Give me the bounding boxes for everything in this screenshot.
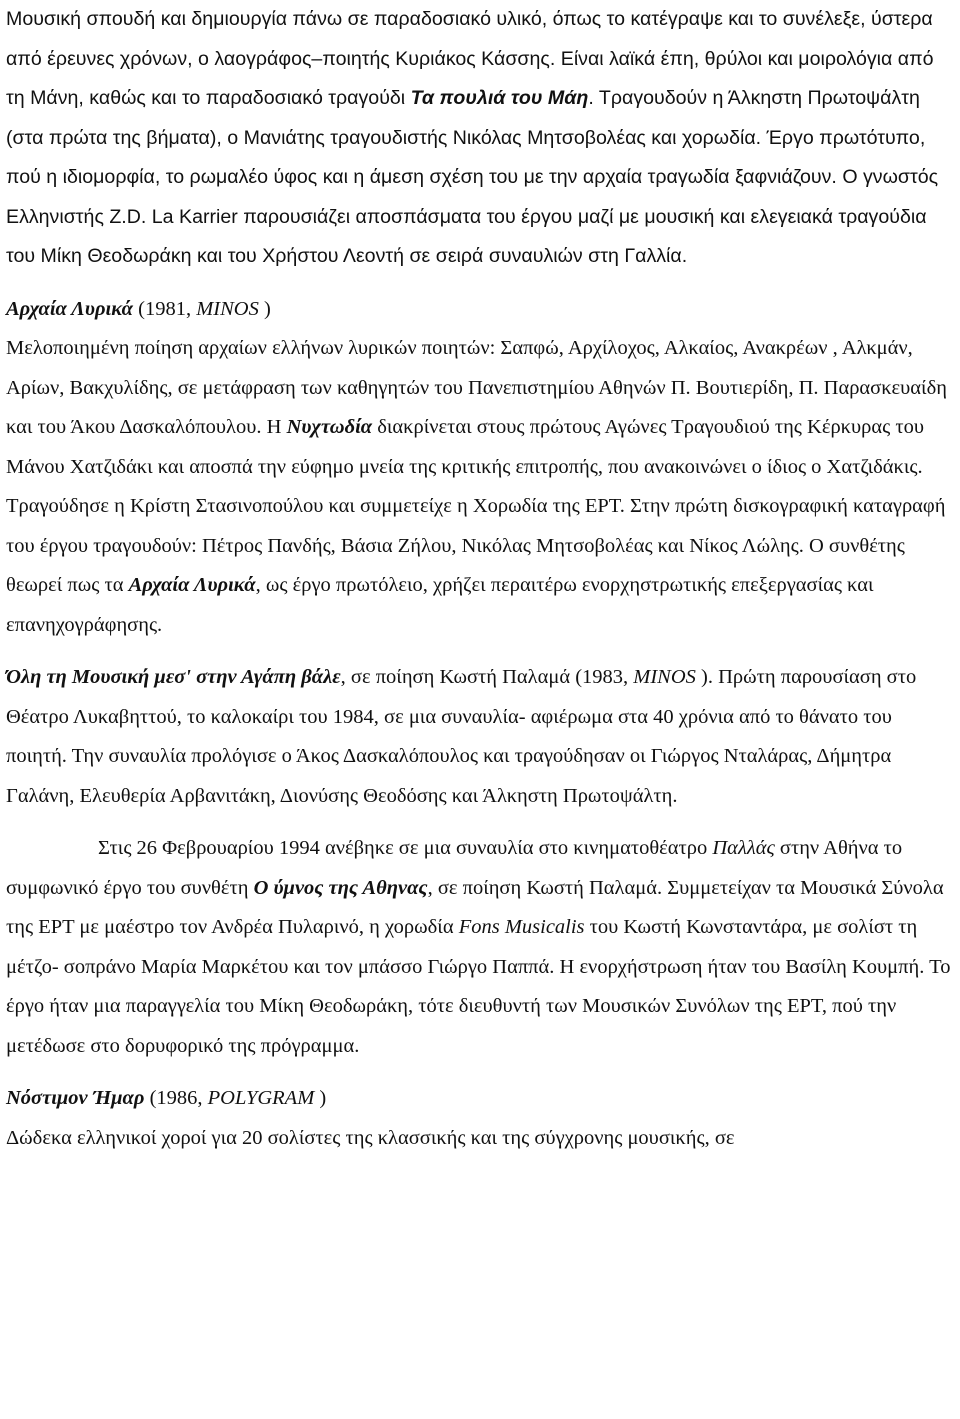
paragraph-nostimon-imar — [6, 1079, 956, 1158]
paragraph-text: στην Αθήνα το συμφωνικό έργο του συνθέτη — [6, 837, 903, 899]
record-label: MINOS — [196, 297, 259, 320]
work-title: Τα πουλιά του Μάη — [410, 87, 589, 109]
work-title: Αρχαία Λυρικά — [128, 574, 256, 596]
paragraph-text: Δώδεκα ελληνικοί χοροί για 20 σολίστες της κλασσικής και της σύγχρονης μουσικής, σε — [6, 1126, 735, 1149]
paragraph-maniot-songs — [6, 0, 956, 277]
work-title: Νόστιμον Ήμαρ — [6, 1087, 145, 1109]
paragraph-text: , ως έργο πρωτόλειο, χρήζει περαιτέρω ενορχηστρωτικής επεξεργασίας και επανηχογράφησης. — [6, 574, 874, 636]
document-page — [6, 0, 956, 1158]
paragraph-text: Στις 26 Φεβρουαρίου 1994 ανέβηκε σε μια συναυλία στο κινηματοθέατρο — [98, 837, 713, 859]
paragraph-text: ) — [258, 297, 271, 320]
paragraph-text: , σε ποίηση Κωστή Παλαμά (1983, — [340, 666, 634, 688]
paragraph-oli-ti-mousiki — [6, 658, 956, 816]
paragraph-text: ) — [314, 1087, 327, 1109]
paragraph-text: (1981, — [133, 297, 197, 320]
paragraph-text: του Κωστή Κωνσταντάρα, με σολίστ τη μέτζο- σοπράνο Μαρία Μαρκέτου και τον μπάσσο Γιώργο Παππά. Η ενορχήστρωση ήταν του Βασίλη Κουμπή. Το έργο ήταν μια παραγγελία του Μίκη Θεοδωράκη, τότε διευθυντή των Μουσικών Συνόλων της ΕΡΤ, πού την μετέδωσε στο δορυφορικό της πρόγραμμα. — [6, 916, 951, 1057]
record-label: POLYGRAM — [207, 1087, 315, 1109]
paragraph-text: (1986, — [144, 1087, 208, 1109]
paragraph-text: , σε ποίηση Κωστή Παλαμά. Συμμετείχαν τα Μουσικά Σύνολα της ΕΡΤ με μαέστρο τον Ανδρέα Πυλαρινό, η χορωδία — [6, 876, 944, 938]
venue-name: Παλλάς — [712, 837, 775, 859]
work-title: Αρχαία Λυρικά — [6, 297, 134, 320]
work-title: Όλη τη Μουσική μεσ' στην Αγάπη βάλε — [6, 666, 341, 688]
paragraph-text: διακρίνεται στους πρώτους Αγώνες Τραγουδιού της Κέρκυρας του Μάνου Χατζιδάκι και αποσπά την εύφημο μνεία της κριτικής επιτροπής, που ανακοινώνει ο ίδιος ο Χατζιδάκις. Τραγούδησε η Κρίστη Στασινοπούλου και συμμετείχε η Χορωδία της ΕΡΤ. Στην πρώτη δισκογραφική καταγραφή του έργου τραγουδούν: Πέτρος Πανδής, Βάσια Ζήλου, Νικόλας Μητσοβολέας και Νίκος Λώλης. Ο συνθέτης θεωρεί πως τα — [6, 416, 946, 596]
work-title: Νυχτωδία — [286, 416, 373, 438]
paragraph-archaia-lyrika — [6, 290, 956, 646]
paragraph-text: ). Πρώτη παρουσίαση στο Θέατρο Λυκαβηττού, το καλοκαίρι του 1984, σε μια συναυλία- αφιέρωμα στα 40 χρόνια από το θάνατο του ποιητή. Την συναυλία προλόγισε ο Άκος Δασκαλόπουλος και τραγούδησαν οι Γιώργος Νταλάρας, Δήμητρα Γαλάνη, Ελευθερία Αρβανιτάκη, Διονύσης Θεοδόσης και Άλκηστη Πρωτοψάλτη. — [6, 666, 917, 807]
paragraph-text: . Τραγουδούν η Άλκηστη Πρωτοψάλτη (στα πρώτα της βήματα), ο Μανιάτης τραγουδιστής Νικόλας Μητσοβολέας και χορωδία. Έργο πρωτότυπο, πού η ιδιομορφία, το ρωμαλέο ύφος και η άμεση σχέση του με την αρχαία τραγωδία ξαφνιάζουν. Ο γνωστός Ελληνιστής Z.D. La Karrier παρουσιάζει αποσπάσματα του έργου μαζί με μουσική και ελεγειακά τραγούδια του Μίκη Θεοδωράκη και του Χρήστου Λεοντή σε σειρά συναυλιών στη Γαλλία. — [6, 87, 939, 267]
choir-name: Fons Musicalis — [458, 916, 585, 938]
record-label: MINOS — [633, 666, 696, 688]
paragraph-text: Μουσική σπουδή και δημιουργία πάνω σε παραδοσιακό υλικό, όπως το κατέγραψε και το συνέλεξε, ύστερα από έρευνες χρόνων, ο λαογράφος–ποιητής Κυριάκος Κάσσης. Είναι λαϊκά έπη, θρύλοι και μοιρολόγια από τη Μάνη, καθώς και το παραδοσιακό τραγούδι — [6, 8, 934, 109]
paragraph-ymnos-athinas — [6, 829, 956, 1066]
work-title: Ο ύμνος της Αθηνας — [253, 876, 428, 899]
paragraph-text: Μελοποιημένη ποίηση αρχαίων ελλήνων λυρικών ποιητών: Σαπφώ, Αρχίλοχος, Αλκαίος, Ανακρέων , Αλκμάν, Αρίων, Βακχυλίδης, σε μετάφραση των καθηγητών του Πανεπιστημίου Αθηνών Π. Βουτιερίδη, Π. Παρασκευαίδη και του Άκου Δασκαλόπουλου. Η — [6, 337, 947, 438]
